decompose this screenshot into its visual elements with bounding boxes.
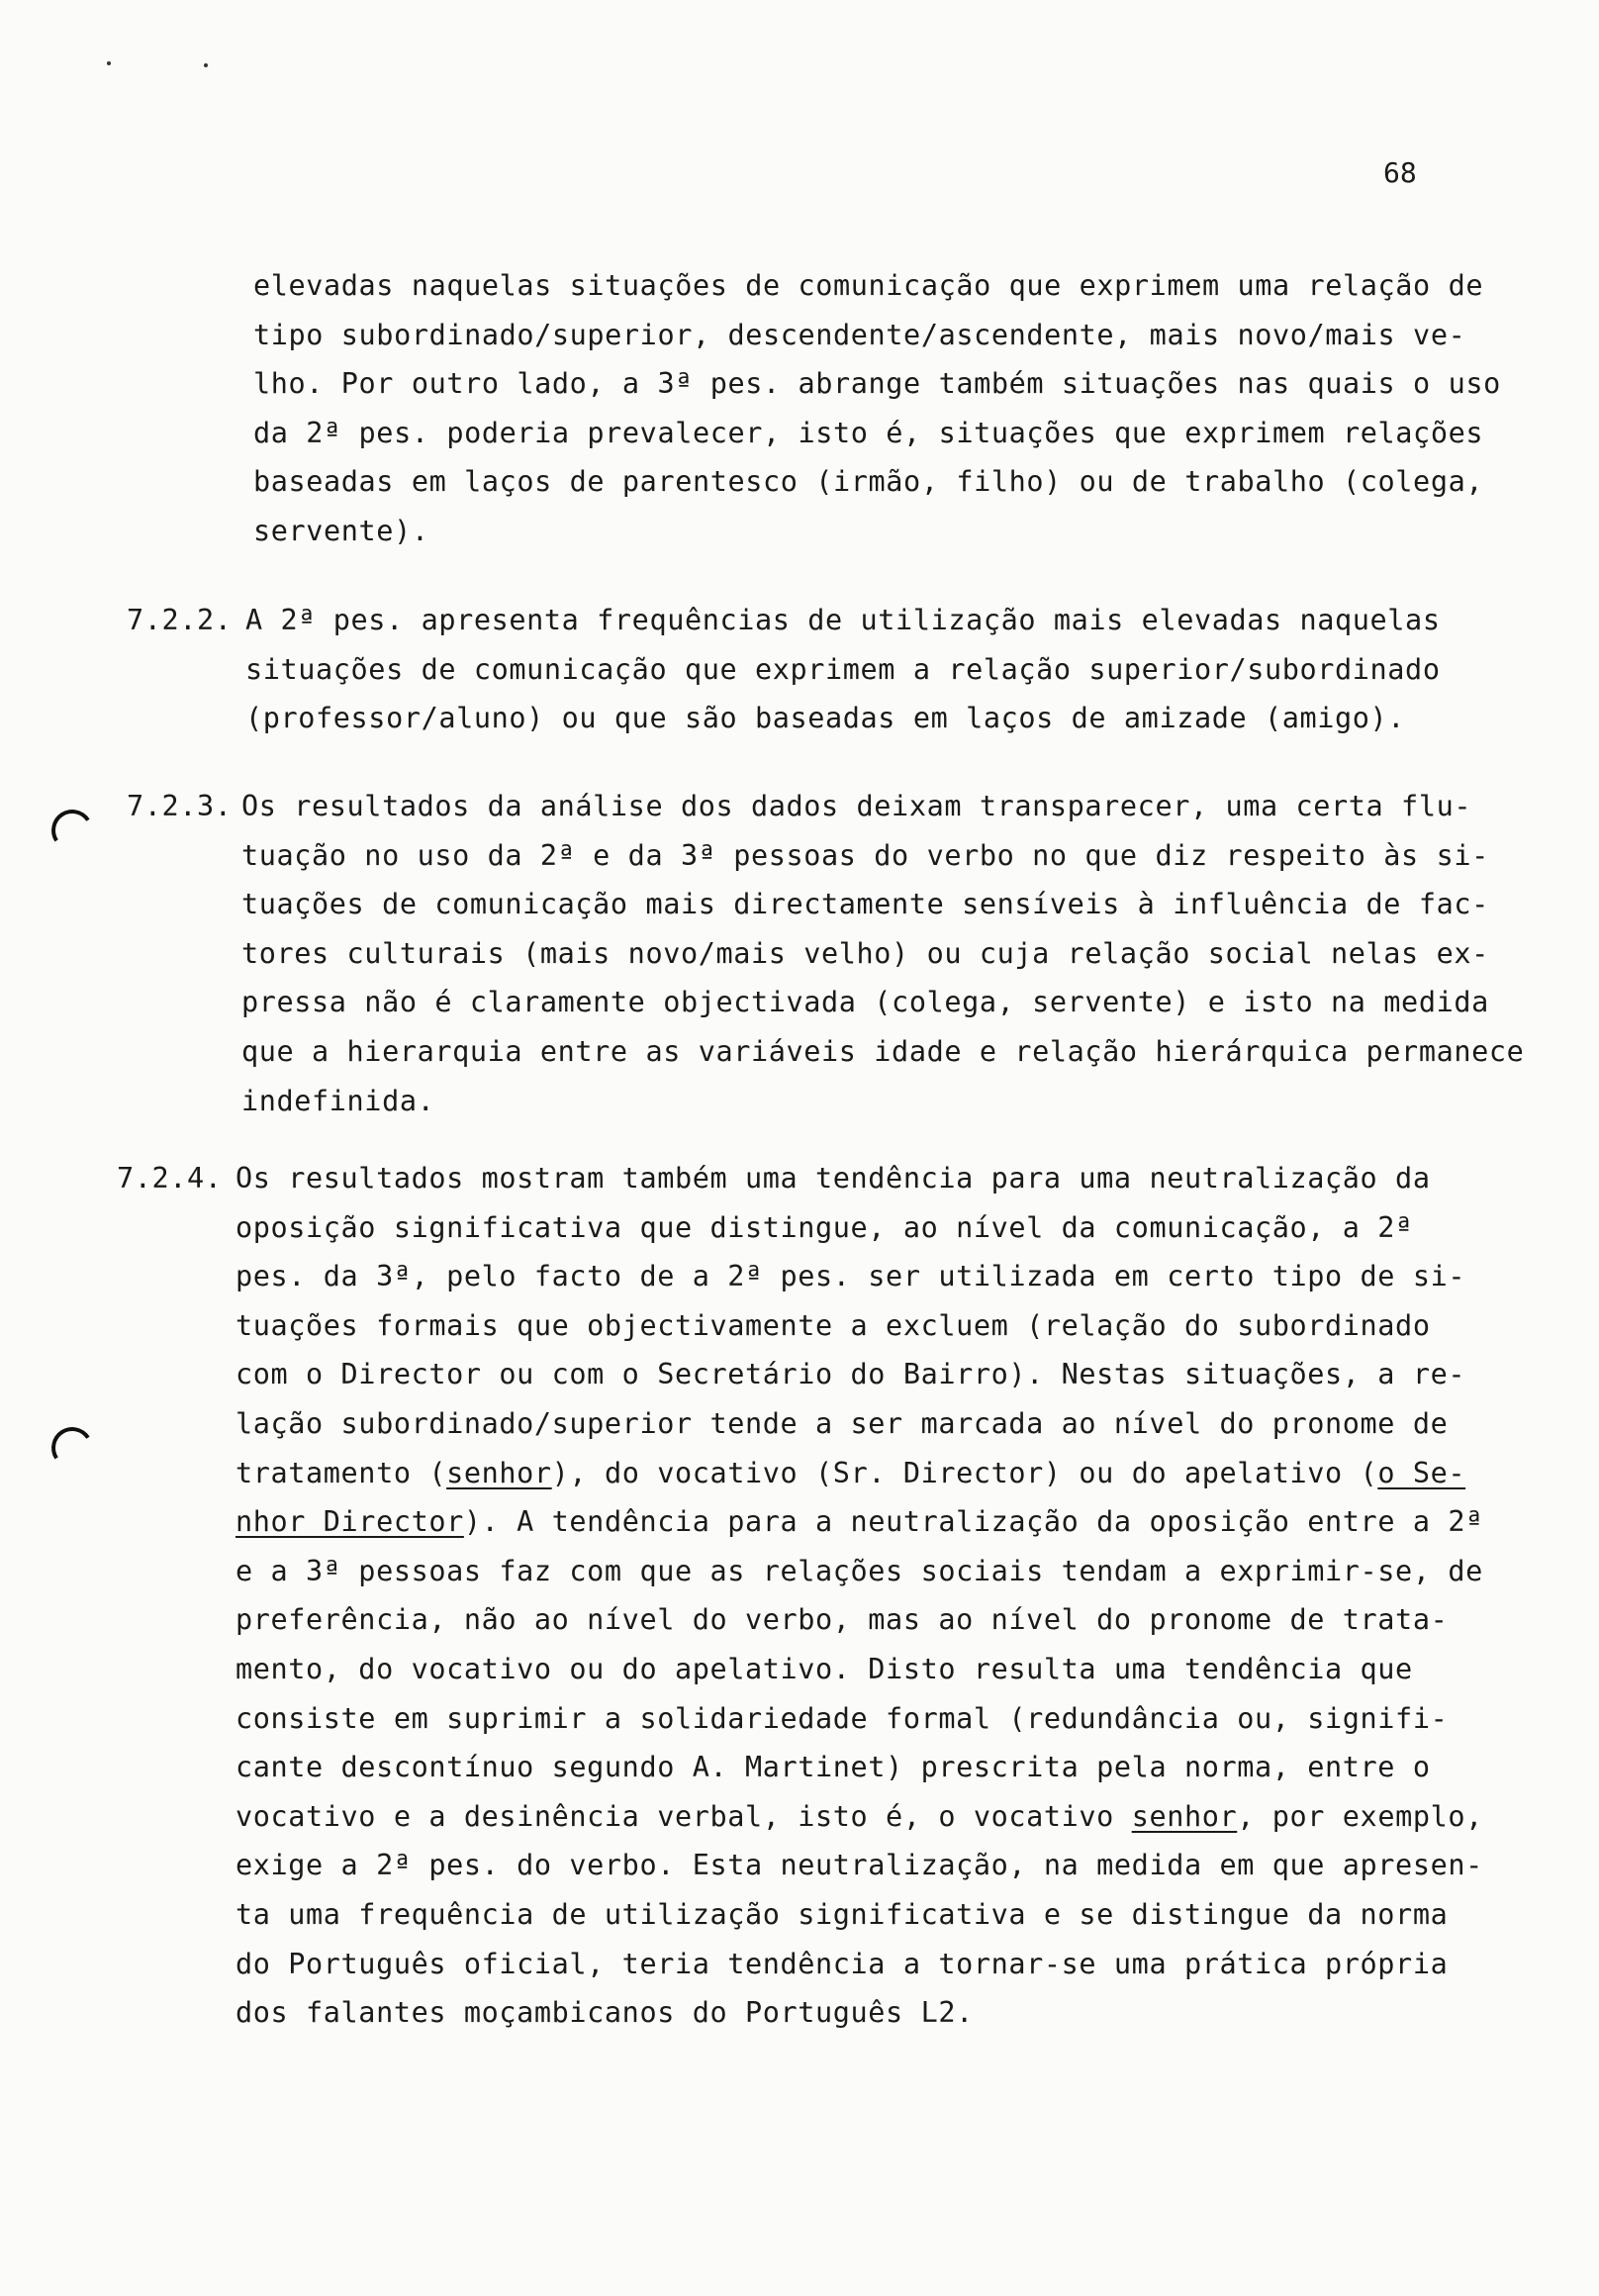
text-line: preferência, não ao nível do verbo, mas ao nível do pronome de trata- [235, 1603, 1449, 1637]
section-paragraph [241, 782, 1525, 1125]
text-line: lho. Por outro lado, a 3ª pes. abrange também situações nas quais o uso [253, 367, 1501, 401]
text-segment: , por exemplo, [1237, 1799, 1483, 1833]
text-line: tuações de comunicação mais directamente sensíveis à influência de fac- [241, 888, 1489, 921]
text-line [235, 1497, 1483, 1547]
scan-speck [107, 61, 111, 65]
text-line [235, 1792, 1483, 1842]
text-segment: vocativo e a desinência verbal, isto é, o vocativo [235, 1799, 1132, 1833]
text-line: do Português oficial, teria tendência a tornar-se uma prática própria [235, 1947, 1449, 1980]
text-line: exige a 2ª pes. do verbo. Esta neutralização, na medida em que apresen- [235, 1849, 1483, 1882]
text-line: com o Director ou com o Secretário do Bairro). Nestas situações, a re- [235, 1358, 1466, 1391]
punch-hole-mark [47, 806, 97, 855]
text-line: cante descontínuo segundo A. Martinet) prescrita pela norma, entre o [235, 1751, 1431, 1784]
section-paragraph [245, 596, 1441, 743]
scan-speck [204, 63, 208, 67]
text-line: (professor/aluno) ou que são baseadas em laços de amizade (amigo). [245, 702, 1406, 735]
section-paragraph [235, 1154, 1483, 2038]
text-line: Os resultados da análise dos dados deixam transparecer, uma certa flu- [241, 790, 1472, 822]
text-line: baseadas em laços de parentesco (irmão, filho) ou de trabalho (colega, [253, 465, 1484, 499]
text-segment: ), do vocativo (Sr. Director) ou do apelativo ( [551, 1456, 1378, 1489]
text-line: tuações formais que objectivamente a excluem (relação do subordinado [235, 1308, 1431, 1342]
text-line: A 2ª pes. apresenta frequências de utilização mais elevadas naquelas [245, 604, 1441, 636]
text-line: elevadas naquelas situações de comunicação que exprimem uma relação de [253, 269, 1484, 302]
text-line: tores culturais (mais novo/mais velho) ou cuja relação social nelas ex- [241, 936, 1489, 970]
text-line: Os resultados mostram também uma tendência para uma neutralização da [235, 1162, 1431, 1195]
text-line: pes. da 3ª, pelo facto de a 2ª pes. ser utilizada em certo tipo de si- [235, 1260, 1466, 1293]
underlined-term: senhor [1131, 1799, 1238, 1833]
page-number: 68 [1383, 156, 1417, 189]
section-number: 7.2.4. [117, 1162, 223, 1195]
text-line: ta uma frequência de utilização significativa e se distingue da norma [235, 1897, 1449, 1931]
text-line: situações de comunicação que exprimem a relação superior/subordinado [245, 652, 1441, 686]
text-line: consiste em suprimir a solidariedade formal (redundância ou, signifi- [235, 1701, 1449, 1735]
text-line: indefinida. [241, 1084, 435, 1117]
text-line: tuação no uso da 2ª e da 3ª pessoas do verbo no que diz respeito às si- [241, 838, 1489, 872]
text-segment: ). A tendência para a neutralização da oposição entre a 2ª [463, 1505, 1483, 1539]
intro-paragraph [253, 261, 1501, 556]
underlined-term: senhor [446, 1456, 552, 1489]
text-line: que a hierarquia entre as variáveis idade e relação hierárquica permanece [241, 1034, 1525, 1068]
text-line: tipo subordinado/superior, descendente/ascendente, mais novo/mais ve- [253, 318, 1466, 351]
text-line: mento, do vocativo ou do apelativo. Disto resulta uma tendência que [235, 1652, 1413, 1685]
text-line: oposição significativa que distingue, ao nível da comunicação, a 2ª [235, 1210, 1413, 1244]
text-line: da 2ª pes. poderia prevalecer, isto é, situações que exprimem relações [253, 416, 1484, 449]
text-segment: tratamento ( [235, 1456, 447, 1489]
text-line: dos falantes moçambicanos do Português L2. [235, 1996, 974, 2030]
text-line: pressa não é claramente objectivada (colega, servente) e isto na medida [241, 986, 1489, 1019]
punch-hole-mark [47, 1423, 97, 1473]
text-line: lação subordinado/superior tende a ser marcada ao nível do pronome de [235, 1406, 1449, 1440]
underlined-term: o Se- [1377, 1456, 1466, 1489]
text-line: e a 3ª pessoas faz com que as relações sociais tendam a exprimir-se, de [235, 1554, 1483, 1587]
text-line [235, 1449, 1466, 1498]
section-number: 7.2.3. [127, 790, 233, 822]
underlined-term: nhor Director [235, 1505, 464, 1539]
text-line: servente). [253, 514, 429, 547]
section-number: 7.2.2. [127, 604, 233, 636]
